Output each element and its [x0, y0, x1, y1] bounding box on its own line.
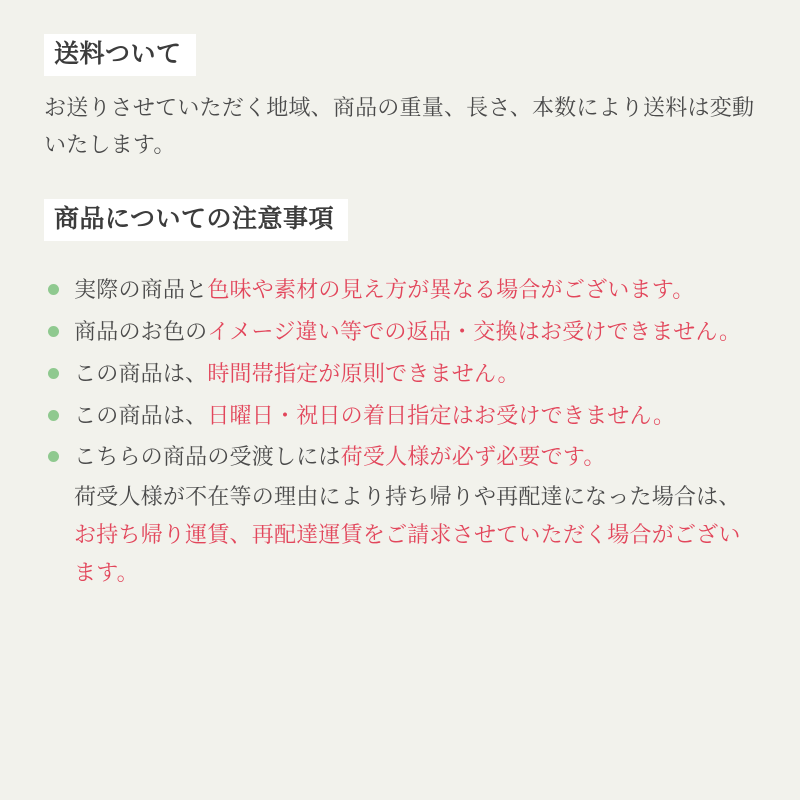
- note-text-plain: この商品は、: [74, 402, 208, 428]
- list-item: [44, 313, 756, 351]
- note-extra-plain: 荷受人様が不在等の理由により持ち帰りや再配達になった場合は、: [74, 484, 741, 510]
- note-text-highlight: 時間帯指定が原則できません。: [207, 360, 520, 386]
- note-text-highlight: 色味や素材の見え方が異なる場合がございます。: [207, 277, 695, 303]
- note-text-plain: こちらの商品の受渡しには: [74, 444, 341, 470]
- bullet-icon: [48, 368, 59, 379]
- note-text-plain: 商品のお色の: [74, 318, 208, 344]
- section-heading-shipping: 送料ついて: [44, 34, 196, 76]
- note-text-plain: 実際の商品と: [74, 277, 208, 303]
- shipping-description: お送りさせていただく地域、商品の重量、長さ、本数により送料は変動いたします。: [44, 95, 755, 157]
- note-extra-highlight: お持ち帰り運賃、再配達運賃をご請求させていただく場合がございます。: [74, 522, 741, 585]
- note-text-highlight: 荷受人様が必ず必要です。: [340, 444, 606, 470]
- list-item: [44, 397, 756, 435]
- list-item: [44, 438, 756, 591]
- product-notes-list: [44, 271, 756, 592]
- bullet-icon: [48, 410, 59, 421]
- bullet-icon: [48, 326, 59, 337]
- note-text-highlight: イメージ違い等での返品・交換はお受けできません。: [207, 318, 742, 344]
- section-heading-product-notes: 商品についての注意事項: [44, 199, 348, 241]
- bullet-icon: [48, 284, 59, 295]
- list-item: [44, 271, 756, 309]
- bullet-icon: [48, 451, 59, 462]
- list-item: [44, 355, 756, 393]
- note-extra-line: [74, 478, 756, 591]
- note-text-highlight: 日曜日・祝日の着日指定はお受けできません。: [207, 402, 676, 428]
- note-text-plain: この商品は、: [74, 360, 208, 386]
